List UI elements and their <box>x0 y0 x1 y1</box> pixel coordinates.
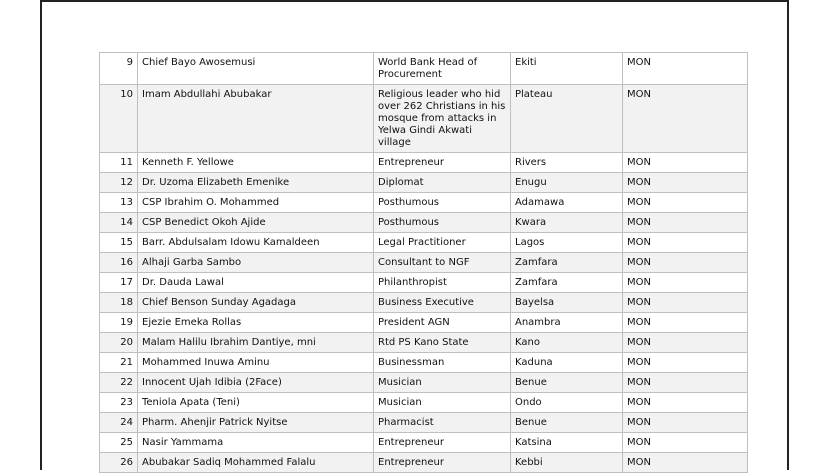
row-number: 10 <box>100 85 138 153</box>
recipient-state: Anambra <box>511 313 623 333</box>
award-title: MON <box>623 173 748 193</box>
recipient-description: Musician <box>374 393 511 413</box>
recipient-state: Ekiti <box>511 53 623 85</box>
recipient-name: Dr. Uzoma Elizabeth Emenike <box>138 173 374 193</box>
award-title: MON <box>623 85 748 153</box>
recipient-state: Kwara <box>511 213 623 233</box>
table-row <box>100 413 748 433</box>
recipient-description: Posthumous <box>374 213 511 233</box>
recipient-name: Imam Abdullahi Abubakar <box>138 85 374 153</box>
row-number: 11 <box>100 153 138 173</box>
recipient-description: Posthumous <box>374 193 511 213</box>
recipient-description: Entrepreneur <box>374 453 511 473</box>
recipient-description: Diplomat <box>374 173 511 193</box>
row-number: 12 <box>100 173 138 193</box>
row-number: 24 <box>100 413 138 433</box>
recipient-name: Teniola Apata (Teni) <box>138 393 374 413</box>
recipient-description: Rtd PS Kano State <box>374 333 511 353</box>
recipient-name: Chief Benson Sunday Agadaga <box>138 293 374 313</box>
table-row <box>100 253 748 273</box>
recipient-description: Businessman <box>374 353 511 373</box>
award-title: MON <box>623 373 748 393</box>
recipient-name: Chief Bayo Awosemusi <box>138 53 374 85</box>
recipient-name: Dr. Dauda Lawal <box>138 273 374 293</box>
row-number: 25 <box>100 433 138 453</box>
recipient-state: Kebbi <box>511 453 623 473</box>
recipient-state: Katsina <box>511 433 623 453</box>
recipient-description: Business Executive <box>374 293 511 313</box>
recipient-name: Kenneth F. Yellowe <box>138 153 374 173</box>
recipient-state: Adamawa <box>511 193 623 213</box>
row-number: 15 <box>100 233 138 253</box>
recipient-state: Rivers <box>511 153 623 173</box>
row-number: 9 <box>100 53 138 85</box>
row-number: 23 <box>100 393 138 413</box>
award-title: MON <box>623 273 748 293</box>
table-row <box>100 153 748 173</box>
row-number: 19 <box>100 313 138 333</box>
recipient-name: Nasir Yammama <box>138 433 374 453</box>
award-title: MON <box>623 53 748 85</box>
table-row <box>100 453 748 473</box>
award-title: MON <box>623 453 748 473</box>
recipient-description: Philanthropist <box>374 273 511 293</box>
row-number: 21 <box>100 353 138 373</box>
row-number: 13 <box>100 193 138 213</box>
recipient-state: Bayelsa <box>511 293 623 313</box>
recipient-description: Entrepreneur <box>374 433 511 453</box>
table-row <box>100 373 748 393</box>
row-number: 17 <box>100 273 138 293</box>
recipient-description: President AGN <box>374 313 511 333</box>
recipient-name: Abubakar Sadiq Mohammed Falalu <box>138 453 374 473</box>
recipient-name: CSP Benedict Okoh Ajide <box>138 213 374 233</box>
award-title: MON <box>623 433 748 453</box>
table-row <box>100 85 748 153</box>
award-title: MON <box>623 233 748 253</box>
recipient-name: Mohammed Inuwa Aminu <box>138 353 374 373</box>
table-row <box>100 273 748 293</box>
recipient-name: Barr. Abdulsalam Idowu Kamaldeen <box>138 233 374 253</box>
row-number: 20 <box>100 333 138 353</box>
recipient-state: Lagos <box>511 233 623 253</box>
recipient-description: Pharmacist <box>374 413 511 433</box>
table-row <box>100 393 748 413</box>
award-title: MON <box>623 333 748 353</box>
recipient-description: Religious leader who hid over 262 Christians in his mosque from attacks in Yelwa Gindi Akwati village <box>374 85 511 153</box>
recipient-state: Kano <box>511 333 623 353</box>
recipient-description: Entrepreneur <box>374 153 511 173</box>
recipient-name: Innocent Ujah Idibia (2Face) <box>138 373 374 393</box>
table-row <box>100 53 748 85</box>
recipient-name: Pharm. Ahenjir Patrick Nyitse <box>138 413 374 433</box>
recipient-state: Zamfara <box>511 273 623 293</box>
recipient-name: Alhaji Garba Sambo <box>138 253 374 273</box>
table-row <box>100 433 748 453</box>
recipient-state: Ondo <box>511 393 623 413</box>
recipient-state: Zamfara <box>511 253 623 273</box>
recipient-description: Musician <box>374 373 511 393</box>
row-number: 14 <box>100 213 138 233</box>
recipient-description: Consultant to NGF <box>374 253 511 273</box>
table-row <box>100 333 748 353</box>
award-title: MON <box>623 413 748 433</box>
awards-table <box>99 52 748 473</box>
recipient-name: Malam Halilu Ibrahim Dantiye, mni <box>138 333 374 353</box>
recipient-name: CSP Ibrahim O. Mohammed <box>138 193 374 213</box>
award-title: MON <box>623 213 748 233</box>
recipient-description: Legal Practitioner <box>374 233 511 253</box>
table-row <box>100 353 748 373</box>
awards-table-body <box>100 53 748 473</box>
award-title: MON <box>623 313 748 333</box>
award-title: MON <box>623 353 748 373</box>
table-row <box>100 313 748 333</box>
recipient-state: Enugu <box>511 173 623 193</box>
recipient-state: Kaduna <box>511 353 623 373</box>
award-title: MON <box>623 293 748 313</box>
row-number: 18 <box>100 293 138 313</box>
recipient-name: Ejezie Emeka Rollas <box>138 313 374 333</box>
recipient-description: World Bank Head of Procurement <box>374 53 511 85</box>
award-title: MON <box>623 253 748 273</box>
award-title: MON <box>623 193 748 213</box>
row-number: 16 <box>100 253 138 273</box>
row-number: 26 <box>100 453 138 473</box>
award-title: MON <box>623 153 748 173</box>
row-number: 22 <box>100 373 138 393</box>
recipient-state: Plateau <box>511 85 623 153</box>
table-row <box>100 173 748 193</box>
table-row <box>100 233 748 253</box>
recipient-state: Benue <box>511 373 623 393</box>
table-row <box>100 293 748 313</box>
award-title: MON <box>623 393 748 413</box>
recipient-state: Benue <box>511 413 623 433</box>
table-row <box>100 193 748 213</box>
table-row <box>100 213 748 233</box>
